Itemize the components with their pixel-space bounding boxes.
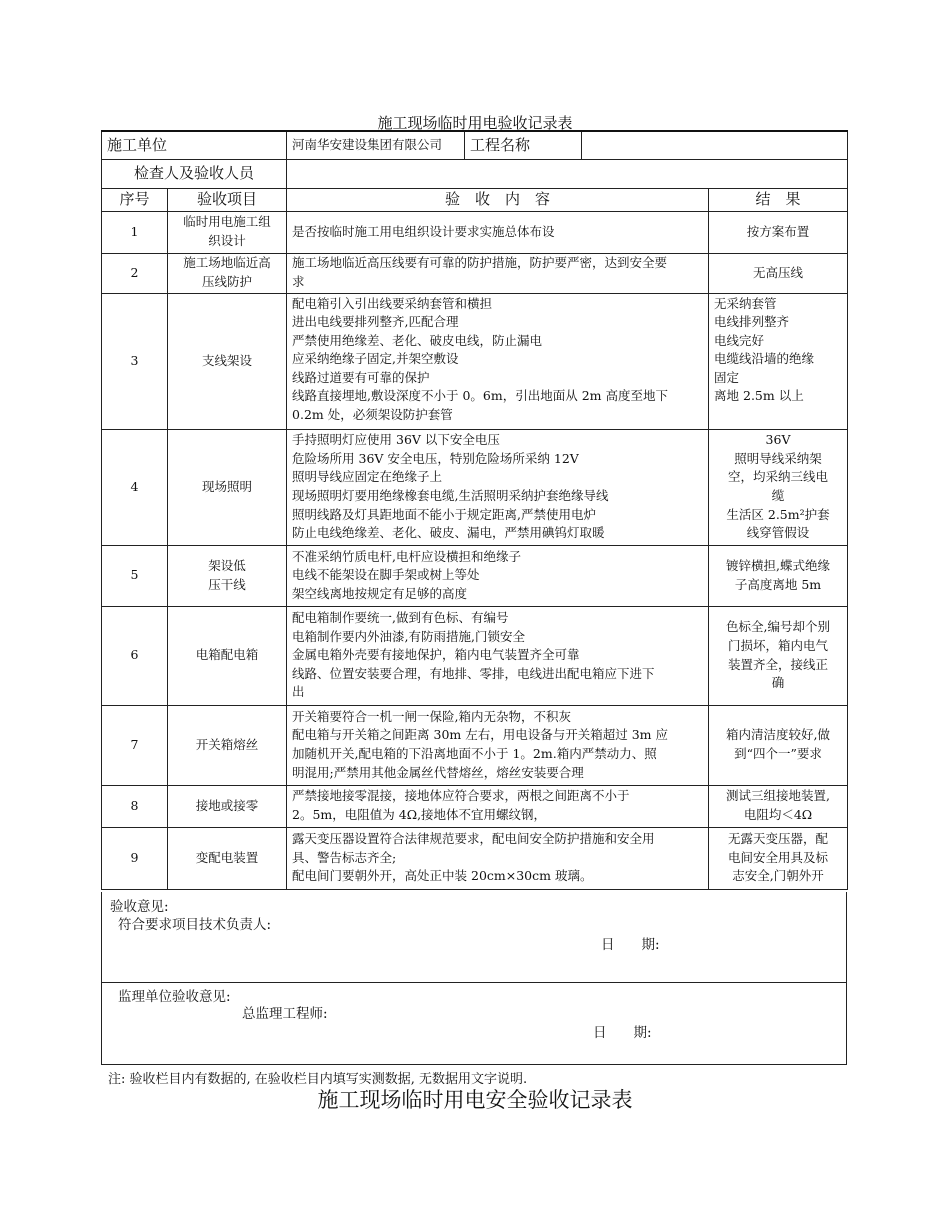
row-item: 接地或接零 bbox=[168, 785, 287, 827]
supervision-opinion-label: 监理单位验收意见: bbox=[118, 989, 231, 1005]
row-item: 开关箱熔丝 bbox=[168, 705, 287, 785]
row-item: 施工场地临近高 压线防护 bbox=[168, 253, 287, 293]
col-no-header: 序号 bbox=[102, 188, 168, 211]
inspectors-label: 检查人及验收人员 bbox=[102, 159, 287, 188]
row-no: 1 bbox=[102, 211, 168, 253]
row-content: 配电箱引入引出线要采纳套管和横担 进出电线要排列整齐,匹配合理 严禁使用绝缘差、老化、破皮电线，防止漏电 应采纳绝缘子固定,并架空敷设 线路过道要有可靠的保护 线路直接埋地,敷设深度不小于 0。6m，引出地面从 2m 高度至地下 0.2m 处，必须架设防护套管 bbox=[287, 293, 709, 429]
row-item: 临时用电施工组 织设计 bbox=[168, 211, 287, 253]
col-item-header: 验收项目 bbox=[168, 188, 287, 211]
row-no: 2 bbox=[102, 253, 168, 293]
row-result: 镀锌横担,蝶式绝缘 子高度离地 5m bbox=[709, 545, 848, 606]
row-content: 是否按临时施工用电组织设计要求实施总体布设 bbox=[287, 211, 709, 253]
project-label: 工程名称 bbox=[465, 131, 582, 159]
supervision-date-label: 日 期: bbox=[593, 1025, 652, 1041]
table-row bbox=[102, 253, 848, 293]
row-item: 现场照明 bbox=[168, 429, 287, 545]
row-result: 36V 照明导线采纳架 空，均采纳三线电 缆 生活区 2.5m²护套 线穿管假设 bbox=[709, 429, 848, 545]
row-no: 3 bbox=[102, 293, 168, 429]
project-value bbox=[582, 131, 848, 159]
acceptance-date-label: 日 期: bbox=[601, 937, 660, 953]
row-item: 架设低 压干线 bbox=[168, 545, 287, 606]
col-result-header: 结 果 bbox=[709, 188, 848, 211]
acceptance-opinion-section bbox=[101, 892, 847, 983]
table-row bbox=[102, 705, 848, 785]
row-result: 色标全,编号却个别 门损坏，箱内电气 装置齐全，接线正 确 bbox=[709, 606, 848, 705]
unit-value: 河南华安建设集团有限公司 bbox=[287, 131, 465, 159]
table-row bbox=[102, 785, 848, 827]
row-no: 6 bbox=[102, 606, 168, 705]
table-row bbox=[102, 606, 848, 705]
row-no: 5 bbox=[102, 545, 168, 606]
row-no: 4 bbox=[102, 429, 168, 545]
row-result: 测试三组接地装置, 电阻均＜4Ω bbox=[709, 785, 848, 827]
table-row bbox=[102, 293, 848, 429]
row-content: 施工场地临近高压线要有可靠的防护措施，防护要严密，达到安全要 求 bbox=[287, 253, 709, 293]
row-content: 严禁接地接零混接，接地体应符合要求，两根之间距离不小于 2。5m，电阻值为 4Ω,接地体不宜用螺纹钢， bbox=[287, 785, 709, 827]
row-no: 7 bbox=[102, 705, 168, 785]
table-row bbox=[102, 545, 848, 606]
row-item: 支线架设 bbox=[168, 293, 287, 429]
row-result: 按方案布置 bbox=[709, 211, 848, 253]
row-item: 变配电装置 bbox=[168, 827, 287, 889]
row-no: 8 bbox=[102, 785, 168, 827]
inspectors-value bbox=[287, 159, 848, 188]
row-content: 开关箱要符合一机一闸一保险,箱内无杂物，不积灰 配电箱与开关箱之间距离 30m 左右，用电设备与开关箱超过 3m 应 加随机开关,配电箱的下沿离地面不小于 1。2m.箱内严禁动力、照 明混用;严禁用其他金属丝代替熔丝，熔丝安装要合理 bbox=[287, 705, 709, 785]
acceptance-table bbox=[101, 130, 848, 890]
table-row bbox=[102, 211, 848, 253]
row-content: 露天变压器设置符合法律规范要求，配电间安全防护措施和安全用 具、警告标志齐全; 配电间门要朝外开，高处正中装 20cm×30cm 玻璃。 bbox=[287, 827, 709, 889]
table-row bbox=[102, 429, 848, 545]
acceptance-opinion-label: 验收意见: bbox=[110, 899, 169, 915]
col-content-header: 验 收 内 容 bbox=[287, 188, 709, 211]
row-content: 配电箱制作要统一,做到有色标、有编号 电箱制作要内外油漆,有防雨措施,门锁安全 金属电箱外壳要有接地保护，箱内电气装置齐全可靠 线路、位置安装要合理，有地排、零排，电线进出配电箱应下进下 出 bbox=[287, 606, 709, 705]
row-result: 无采纳套管 电线排列整齐 电线完好 电缆线沿墙的绝缘 固定 离地 2.5m 以上 bbox=[709, 293, 848, 429]
row-result: 无露天变压器，配 电间安全用具及标 志安全,门朝外开 bbox=[709, 827, 848, 889]
bottom-title: 施工现场临时用电安全验收记录表 bbox=[317, 1088, 633, 1112]
unit-label: 施工单位 bbox=[102, 131, 287, 159]
tech-lead-label: 符合要求项目技术负责人: bbox=[118, 917, 272, 933]
row-result: 箱内清洁度较好,做 到“四个一”要求 bbox=[709, 705, 848, 785]
chief-engineer-label: 总监理工程师: bbox=[242, 1006, 328, 1022]
footnote: 注: 验收栏目内有数据的, 在验收栏目内填写实测数据, 无数据用文字说明. bbox=[108, 1072, 528, 1087]
row-item: 电箱配电箱 bbox=[168, 606, 287, 705]
row-result: 无高压线 bbox=[709, 253, 848, 293]
row-content: 手持照明灯应使用 36V 以下安全电压 危险场所用 36V 安全电压，特别危险场所采纳 12V 照明导线应固定在绝缘子上 现场照明灯要用绝缘橡套电缆,生活照明采纳护套绝缘导线 照明线路及灯具距地面不能小于规定距离,严禁使用电炉 防止电线绝缘差、老化、破皮、漏电，严禁用碘钨灯取暖 bbox=[287, 429, 709, 545]
table-row bbox=[102, 827, 848, 889]
page-title: 施工现场临时用电验收记录表 bbox=[377, 114, 573, 132]
row-content: 不准采纳竹质电杆,电杆应设横担和绝缘子 电线不能架设在脚手架或树上等处 架空线离地按规定有足够的高度 bbox=[287, 545, 709, 606]
row-no: 9 bbox=[102, 827, 168, 889]
